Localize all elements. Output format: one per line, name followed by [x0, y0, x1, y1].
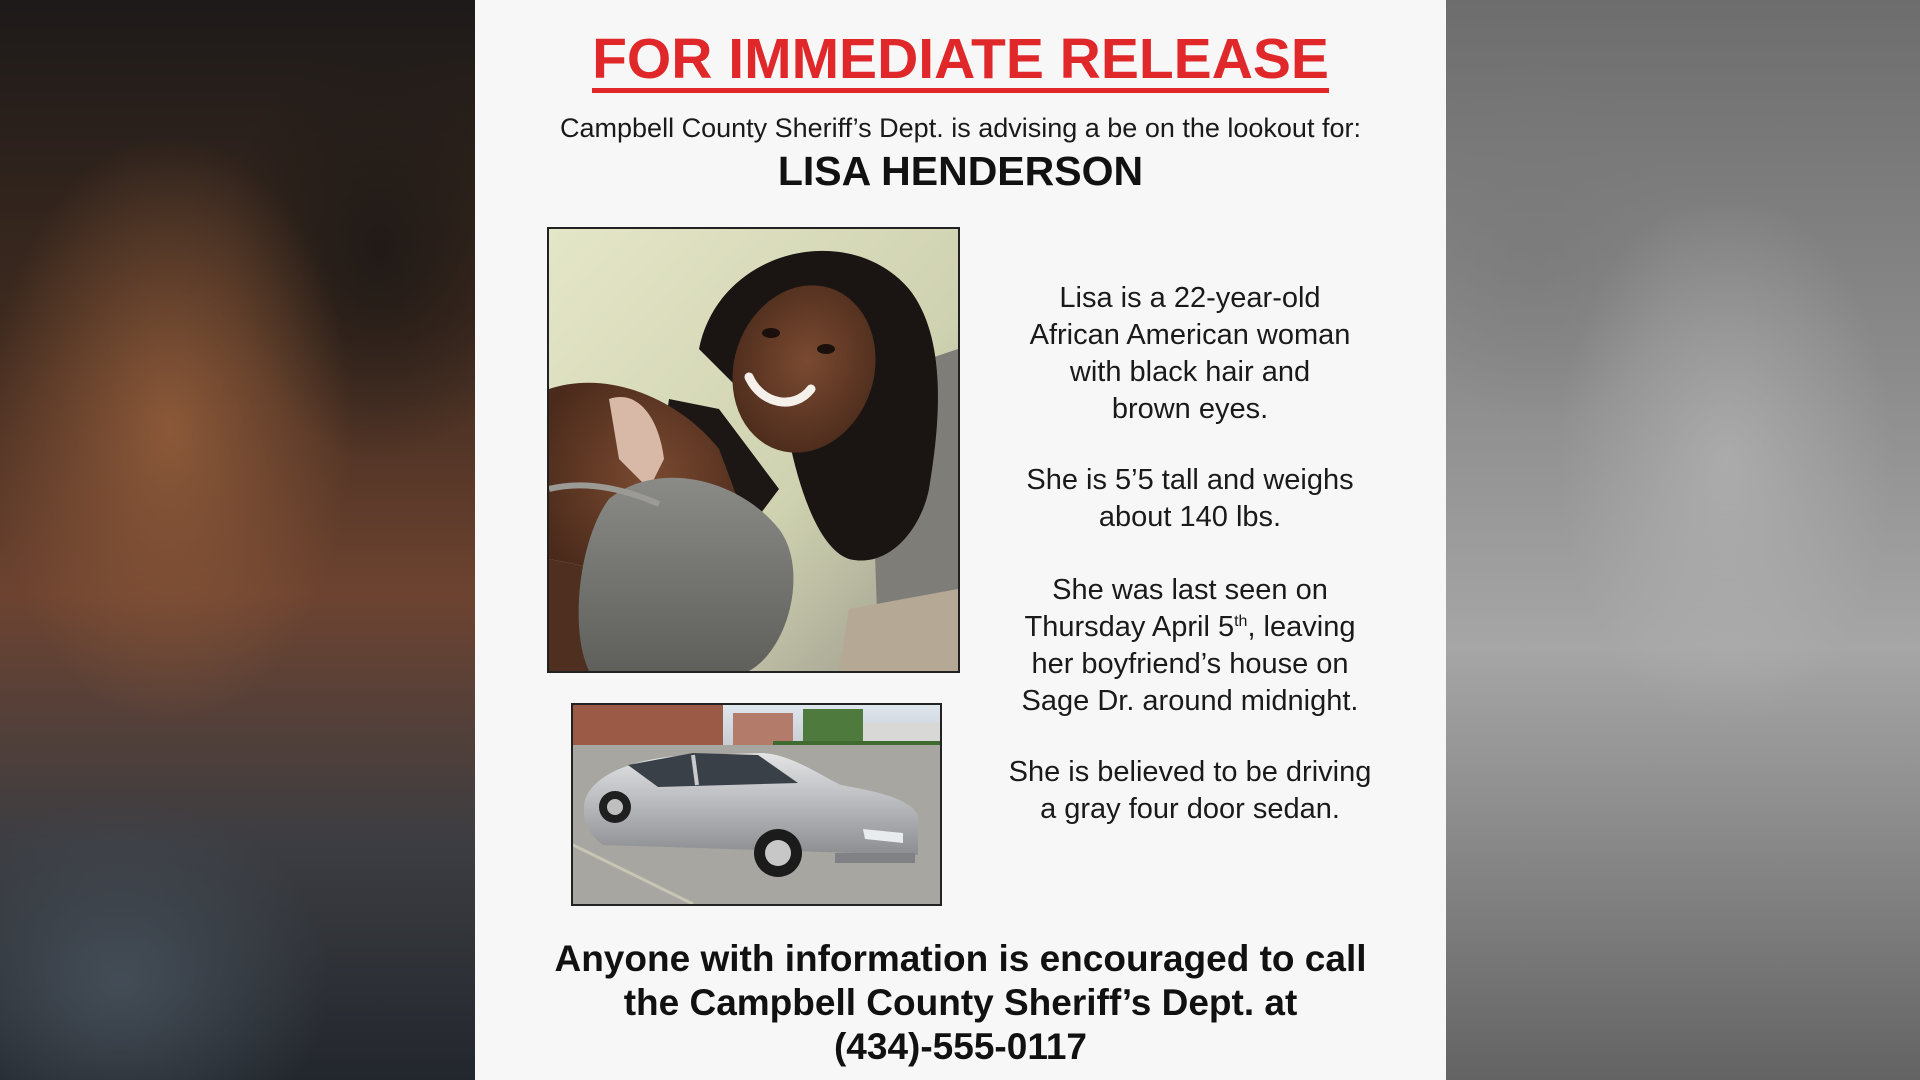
vehicle-photo — [571, 703, 942, 906]
desc-line: about 140 lbs. — [1098, 501, 1282, 533]
cta-line: the Campbell County Sheriff’s Dept. at — [623, 982, 1298, 1023]
desc-line: She was last seen on — [1052, 574, 1328, 606]
description-last-seen — [975, 572, 1405, 720]
desc-line: a gray four door sedan. — [1040, 793, 1340, 825]
desc-line: She is believed to be driving — [1008, 756, 1372, 788]
person-name: LISA HENDERSON — [777, 148, 1144, 194]
date-tail: , leaving — [1247, 611, 1356, 643]
desc-line: Sage Dr. around midnight. — [1021, 685, 1359, 717]
phone-number: (434)-555-0117 — [833, 1026, 1088, 1067]
person-photo — [547, 227, 960, 673]
desc-line: her boyfriend’s house on — [1031, 648, 1349, 680]
desc-line-date — [975, 609, 1405, 646]
desc-line: African American woman — [1029, 319, 1351, 351]
advisory-text: Campbell County Sheriff’s Dept. is advising a be on the lookout for: — [560, 113, 1361, 143]
description-vehicle — [975, 754, 1405, 828]
desc-line: Lisa is a 22-year-old — [1059, 282, 1321, 314]
date-text: Thursday April 5 — [1024, 611, 1235, 643]
cta-line: Anyone with information is encouraged to call — [554, 938, 1367, 979]
headline — [475, 27, 1446, 93]
headline-text: FOR IMMEDIATE RELEASE — [592, 27, 1329, 91]
press-release-flyer — [475, 0, 1446, 1080]
desc-line: brown eyes. — [1111, 393, 1269, 425]
desc-line: with black hair and — [1069, 356, 1311, 388]
blurred-background-right — [1446, 0, 1920, 1080]
desc-line: She is 5’5 tall and weighs — [1026, 464, 1354, 496]
blurred-background-left — [0, 0, 475, 1080]
call-to-action — [475, 937, 1446, 1069]
date-suffix: th — [1234, 613, 1248, 630]
description-appearance — [975, 280, 1405, 428]
description-height-weight — [975, 462, 1405, 536]
